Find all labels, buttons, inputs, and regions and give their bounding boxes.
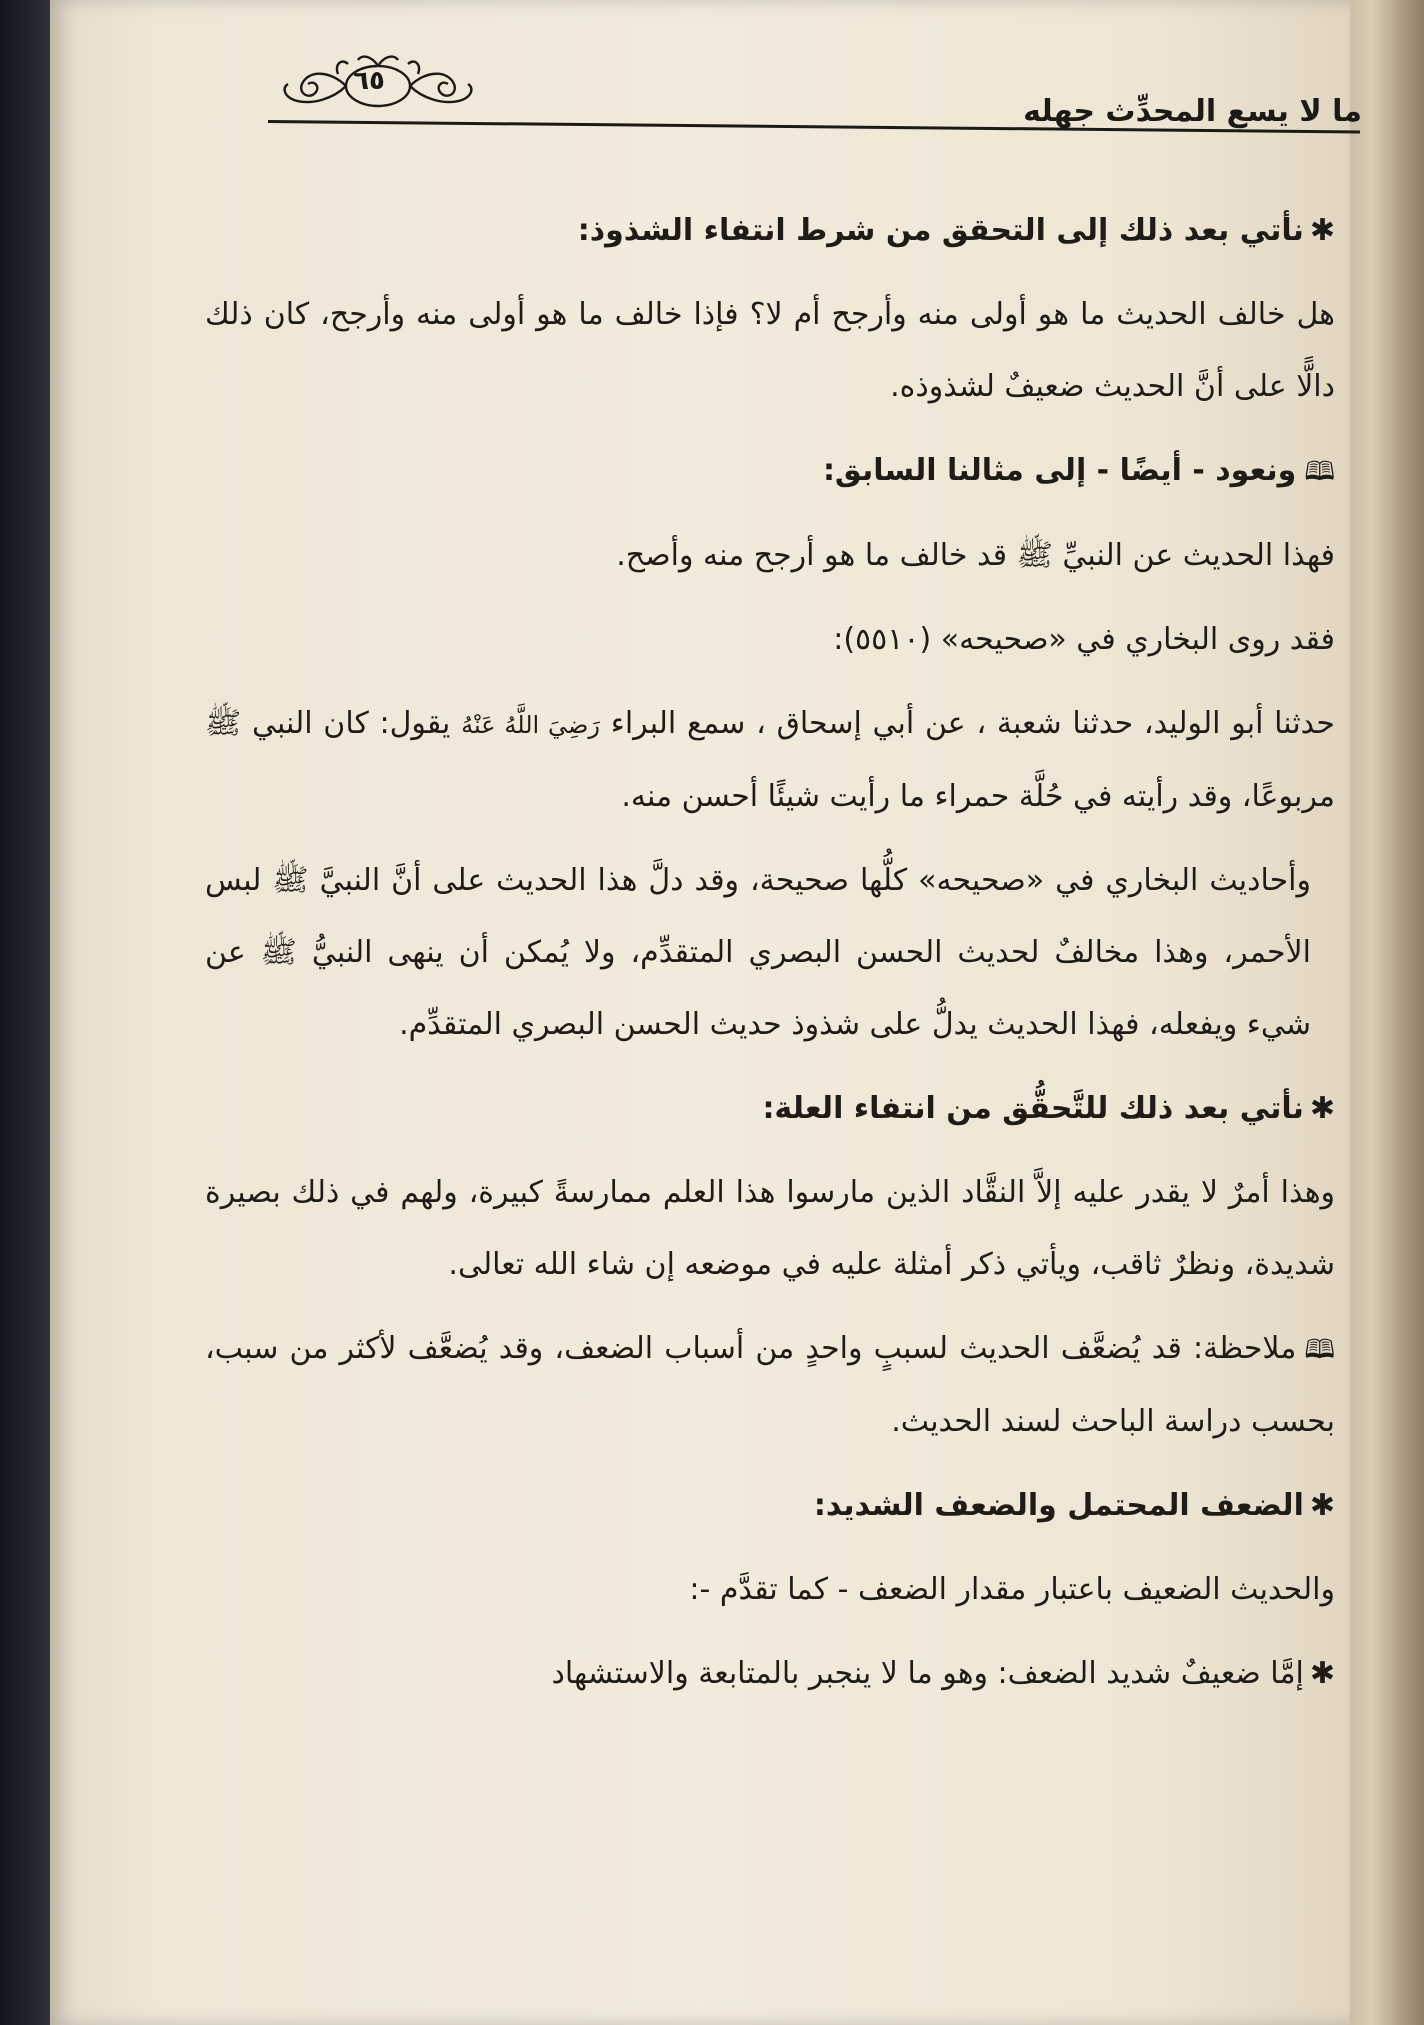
paragraph: فقد روى البخاري في «صحيحه» (٥٥١٠): [833, 622, 1335, 657]
page-body [205, 195, 1335, 1722]
running-head: ما لا يسع المحدِّث جهله [1023, 94, 1362, 129]
star-bullet-icon: ✱ [1309, 1656, 1335, 1691]
note-paragraph [205, 1313, 1335, 1458]
page-number: ٦٥ [353, 66, 385, 96]
heading-text: نأتي بعد ذلك إلى التحقق من شرط انتفاء الشذوذ: [577, 213, 1304, 248]
hadith-isnad [205, 688, 1335, 833]
note-text: ملاحظة: قد يُضعَّف الحديث لسببٍ واحدٍ من أسباب الضعف، وقد يُضعَّف لأكثر من سبب، بحسب دراسة الباحث لسند الحديث. [205, 1331, 1335, 1439]
star-bullet-icon: ✱ [1309, 1488, 1335, 1523]
paragraph: فهذا الحديث عن النبيِّ ﷺ قد خالف ما هو أرجح منه وأصح. [616, 538, 1335, 573]
paragraph: هل خالف الحديث ما هو أولى منه وأرجح أم لا؟ فإذا خالف ما هو أولى منه وأرجح، كان ذلك دالًّا على أنَّ الحديث ضعيفٌ لشذوذه. [205, 297, 1335, 404]
paragraph [205, 1638, 1335, 1710]
paragraph: وأحاديث البخاري في «صحيحه» كلُّها صحيحة، وقد دلَّ هذا الحديث على أنَّ النبيَّ ﷺ لبس الأحمر، وهذا مخالفٌ لحديث الحسن البصري المتقدِّم، ولا يُمكن أن ينهى النبيُّ ﷺ عن شيء ويفعله، فهذا الحديث يدلُّ على شذوذ حديث الحسن البصري المتقدِّم. [205, 863, 1311, 1042]
section-heading-daif [205, 1470, 1335, 1542]
paragraph: والحديث الضعيف باعتبار مقدار الضعف - كما تقدَّم -: [689, 1572, 1335, 1607]
open-book-icon: 🕮 [1304, 457, 1335, 487]
note-text: ونعود - أيضًا - إلى مثالنا السابق: [822, 453, 1297, 488]
open-book-icon: 🕮 [1304, 1335, 1335, 1365]
paragraph-text: إمَّا ضعيفٌ شديد الضعف: وهو ما لا ينجبر بالمتابعة والاستشهاد [551, 1656, 1304, 1691]
paragraph: وهذا أمرٌ لا يقدر عليه إلاَّ النقَّاد الذين مارسوا هذا العلم ممارسةً كبيرة، ولهم في ذلك بصيرة شديدة، ونظرٌ ثاقب، ويأتي ذكر أمثلة عليه في موضعه إن شاء الله تعالى. [205, 1175, 1335, 1282]
page-edge [1350, 0, 1424, 2025]
star-bullet-icon: ✱ [1309, 1091, 1335, 1126]
section-heading-shudhudh [205, 195, 1335, 267]
honorific-text: رَضِيَ اللَّهُ عَنْهُ [461, 711, 600, 739]
page-header [268, 50, 1368, 150]
note-paragraph [205, 435, 1335, 508]
star-bullet-icon: ✱ [1309, 213, 1335, 248]
isnad-text: حدثنا أبو الوليد، حدثنا شعبة ، عن أبي إسحاق ، سمع البراء [610, 706, 1335, 741]
section-heading-illa [205, 1073, 1335, 1145]
heading-text: الضعف المحتمل والضعف الشديد: [813, 1488, 1304, 1523]
heading-text: نأتي بعد ذلك للتَّحقُّق من انتفاء العلة: [762, 1091, 1304, 1126]
matn-text: يقول: كان النبي ﷺ مربوعًا، وقد رأيته في حُلَّة حمراء ما رأيت شيئًا أحسن منه. [205, 706, 1335, 814]
